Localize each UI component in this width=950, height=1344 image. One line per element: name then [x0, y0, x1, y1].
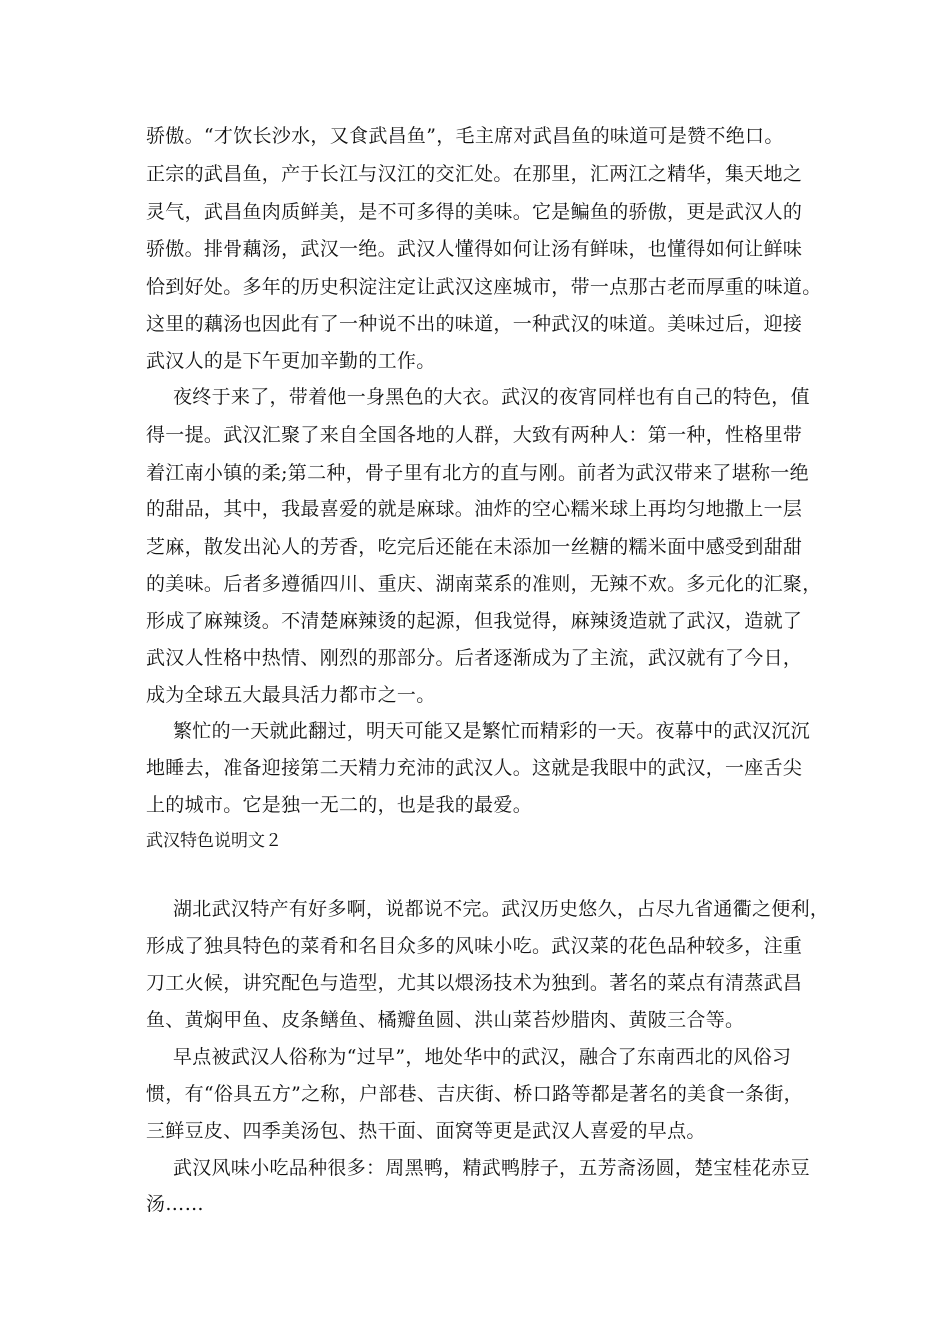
section-heading: 武汉特色说明文２	[146, 831, 282, 851]
paragraph-line: 得一提。武汉汇聚了来自全国各地的人群，大致有两种人：第一种，性格里带	[146, 424, 803, 446]
paragraph-line: 刀工火候，讲究配色与造型，尤其以煨汤技术为独到。著名的菜点有清蒸武昌	[146, 972, 803, 994]
paragraph-line: 繁忙的一天就此翻过，明天可能又是繁忙而精彩的一天。夜幕中的武汉沉沉	[173, 720, 810, 742]
paragraph-line: 三鲜豆皮、四季美汤包、热干面、面窝等更是武汉人喜爱的早点。	[146, 1120, 706, 1142]
paragraph-line: 形成了独具特色的菜肴和名目众多的风味小吃。武汉菜的花色品种较多，注重	[146, 935, 803, 957]
paragraph-line: 地睡去，准备迎接第二天精力充沛的武汉人。这就是我眼中的武汉，一座舌尖	[146, 757, 803, 779]
paragraph-line: 的美味。后者多遵循四川、重庆、湖南菜系的准则，无辣不欢。多元化的汇聚，	[146, 573, 822, 595]
paragraph-line: 形成了麻辣烫。不清楚麻辣烫的起源，但我觉得，麻辣烫造就了武汉，造就了	[146, 610, 803, 632]
paragraph-line: 恰到好处。多年的历史积淀注定让武汉这座城市，带一点那古老而厚重的味道。	[146, 276, 822, 298]
paragraph-line: 骄傲。“才饮长沙水，又食武昌鱼”，毛主席对武昌鱼的味道可是赞不绝口。	[146, 125, 784, 147]
paragraph-line: 的甜品，其中，我最喜爱的就是麻球。油炸的空心糯米球上再均匀地撒上一层	[146, 498, 803, 520]
paragraph-line: 骄傲。排骨藕汤，武汉一绝。武汉人懂得如何让汤有鲜味，也懂得如何让鲜味	[146, 238, 803, 260]
paragraph-line: 成为全球五大最具活力都市之一。	[146, 684, 436, 706]
paragraph-line: 上的城市。它是独一无二的，也是我的最爱。	[146, 794, 533, 816]
paragraph-line: 夜终于来了，带着他一身黑色的大衣。武汉的夜宵同样也有自己的特色，值	[173, 386, 810, 408]
paragraph-line: 早点被武汉人俗称为“过早”，地处华中的武汉，融合了东南西北的风俗习	[173, 1046, 792, 1068]
paragraph-line: 武汉人的是下午更加辛勤的工作。	[146, 350, 436, 372]
paragraph-line: 正宗的武昌鱼，产于长江与汉江的交汇处。在那里，汇两江之精华，集天地之	[146, 163, 803, 185]
paragraph-line: 武汉风味小吃品种很多：周黑鸭，精武鸭脖子，五芳斋汤圆，楚宝桂花赤豆	[173, 1157, 810, 1179]
paragraph-line: 湖北武汉特产有好多啊，说都说不完。武汉历史悠久，占尽九省通衢之便利，	[173, 898, 830, 920]
paragraph-line: 惯，有“俗具五方”之称，户部巷、吉庆街、桥口路等都是著名的美食一条街，	[146, 1083, 803, 1105]
paragraph-line: 着江南小镇的柔;第二种，骨子里有北方的直与刚。前者为武汉带来了堪称一绝	[146, 462, 809, 484]
paragraph-line: 汤……	[146, 1193, 204, 1215]
paragraph-line: 灵气，武昌鱼肉质鲜美，是不可多得的美味。它是鳊鱼的骄傲，更是武汉人的	[146, 201, 803, 223]
paragraph-line: 鱼、黄焖甲鱼、皮条鳝鱼、橘瓣鱼圆、洪山菜苔炒腊肉、黄陂三合等。	[146, 1009, 745, 1031]
paragraph-line: 芝麻，散发出沁人的芳香，吃完后还能在未添加一丝糖的糯米面中感受到甜甜	[146, 536, 803, 558]
paragraph-line: 这里的藕汤也因此有了一种说不出的味道，一种武汉的味道。美味过后，迎接	[146, 313, 803, 335]
paragraph-line: 武汉人性格中热情、刚烈的那部分。后者逐渐成为了主流，武汉就有了今日，	[146, 647, 803, 669]
